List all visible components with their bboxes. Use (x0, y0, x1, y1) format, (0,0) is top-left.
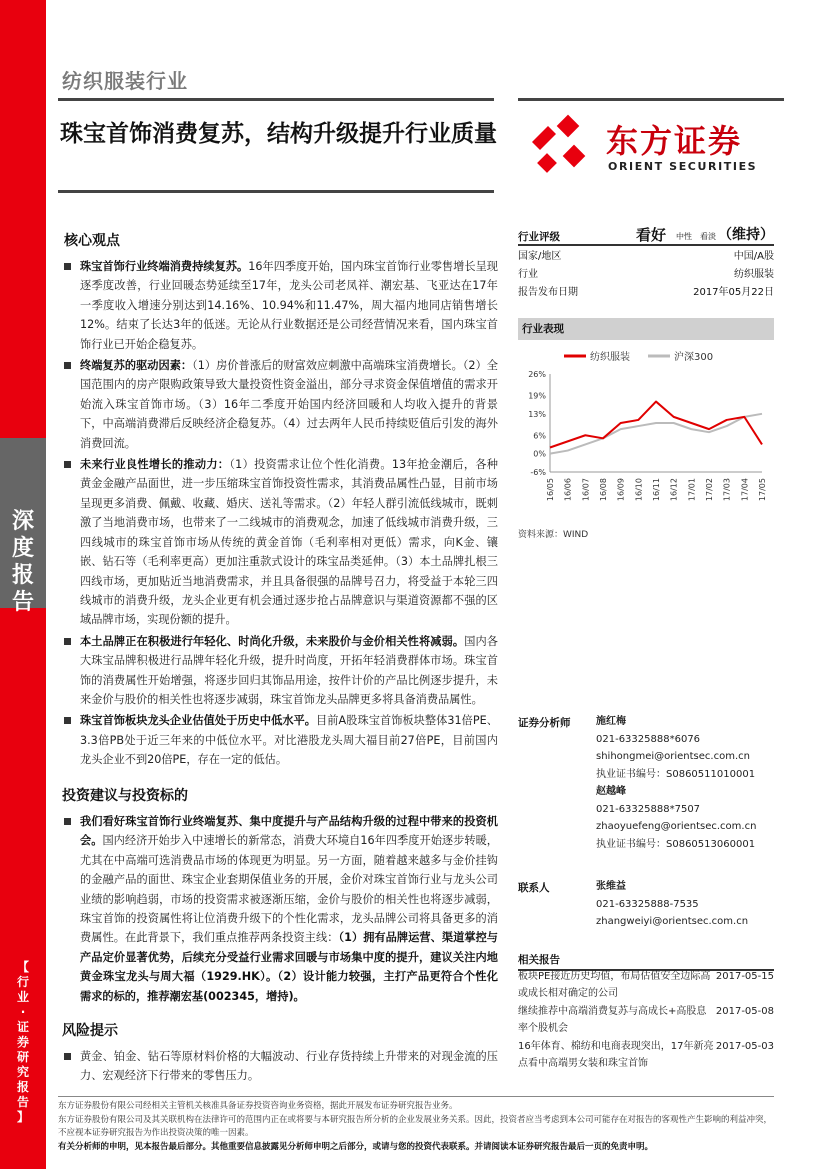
contact-phone: 021-63325888-7535 (596, 898, 699, 910)
risk-bullet: 黄金、铂金、钻石等原材料价格的大幅波动、行业存货持续上升带来的对现金流的压力、宏观经济下行带来的零售压力。 (62, 1047, 498, 1086)
legend-label: 沪深300 (674, 352, 714, 363)
analyst-label: 证券分析师 (518, 717, 571, 729)
contact-name: 张维益 (596, 881, 626, 892)
core-bullet: 珠宝首饰行业终端消费持续复苏。16年四季度开始，国内珠宝首饰行业零售增长呈现逐季度改善，行业回暖态势延续至17年，龙头公司老凤祥、潮宏基、飞亚达在17年一季度收入增速分别达到14.16%、10.94%和11.47%，周大福内地同店销售增长12%。结束了长达3年的低迷。无论从行业数据还是公司经营情况来看，国内珠宝首饰行业已开始企稳复苏。 (62, 257, 498, 354)
chart-source: 资料来源：WIND (518, 530, 589, 540)
x-tick-label: 16/06 (563, 478, 573, 502)
analyst-name: 施红梅 (596, 716, 626, 727)
invest-bullet-list (62, 812, 498, 1008)
disclaimer-line: 有关分析师的申明，见本报告最后部分。其他重要信息披露见分析师申明之后部分，或请与您的投资代表联系。并请阅读本证券研究报告最后一页的免责申明。 (58, 1141, 654, 1152)
x-tick-label: 17/03 (722, 478, 732, 502)
report-title: 珠宝首饰消费复苏，结构升级提升行业质量 (60, 121, 497, 147)
analyst-cert: 执业证书编号：S0860511010001 (596, 768, 756, 780)
y-tick-label: 26% (528, 370, 546, 379)
legend-label: 纺织服装 (590, 352, 630, 363)
performance-chart (518, 344, 774, 519)
invest-heading: 投资建议与投资标的 (62, 788, 188, 804)
disclaimer-line: 东方证券股份有限公司经相关主管机关核准具备证券投资咨询业务资格，据此开展发布证券研究报告业务。 (58, 1101, 458, 1111)
analyst-email[interactable]: shihongmei@orientsec.com.cn (596, 751, 750, 762)
core-bullet: 本土品牌正在积极进行年轻化、时尚化升级，未来股价与金价相关性将减弱。国内各大珠宝品牌积极进行品牌年轻化升级，提升时尚度，开拓年轻消费群体市场。珠宝首饰的消费属性开始增强，将逐步回归其饰品用途，按件计价的产品比例逐步提升，未来金价与股价的相关性也将逐步减弱，珠宝首饰龙头品牌更多将具备消费品属性。 (62, 632, 498, 710)
y-tick-label: -6% (530, 468, 546, 477)
x-tick-label: 16/12 (669, 478, 679, 502)
report-series-vertical: 【 行 业 · 证 券 研 究 报 告 】 (16, 960, 29, 1124)
x-tick-label: 16/10 (634, 478, 644, 502)
company-logo (526, 114, 766, 178)
report-type-vertical: 深 度 报 告 (11, 509, 34, 615)
risk-heading: 风险提示 (62, 1023, 118, 1039)
core-bullet: 未来行业良性增长的推动力：（1）投资需求让位个性化消费。13年抢金潮后，各种黄金金融产品面世，进一步压缩珠宝首饰投资性需求，其消费品属性凸显，目前市场呈现更多消费、佩戴、收藏、婚庆、送礼等需求。（2）年轻人群引流低线城市，既刺激了当地消费市场，也带来了一二线城市的消费观念，加速了低线城市消费升级，三四线城市的珠宝首饰市场从传统的黄金首饰（毛利率相对更低）需求，向K金、镶嵌、钻石等（毛利率更高）更加注重款式设计的珠宝品类延伸。（3）本土品牌扎根三四线市场，更加贴近当地消费需求，并且具备很强的品牌号召力，将受益于本轮三四线城市的消费升级，龙头企业更有机会通过逐步抢占品牌意识与渠道资源都不强的区域品牌市场，实现份额的提升。 (62, 455, 498, 630)
rating-option-neutral: 中性 (676, 232, 692, 241)
industry-rating (518, 226, 774, 246)
meta-row: 报告发布日期 2017年05月22日 (518, 287, 774, 298)
disclaimer-footer (58, 1096, 774, 1154)
logo-cn-text: 东方证券 (606, 122, 743, 160)
contact-block (596, 878, 748, 931)
meta-row: 国家/地区 中国/A股 (518, 251, 774, 262)
x-tick-label: 16/07 (581, 478, 591, 502)
x-tick-label: 17/01 (687, 478, 697, 502)
rating-label: 行业评级 (518, 231, 560, 243)
title-bottom-rule (58, 190, 494, 193)
analyst-name: 赵越峰 (596, 786, 626, 797)
core-heading: 核心观点 (64, 233, 120, 249)
analyst-phone: 021-63325888*7507 (596, 803, 701, 815)
y-tick-label: 19% (528, 391, 546, 401)
industry-name: 纺织服装行业 (62, 69, 188, 93)
contact-label: 联系人 (518, 882, 550, 894)
x-tick-label: 16/11 (652, 478, 661, 502)
logo-en-text: ORIENT SECURITIES (608, 160, 758, 173)
related-report-item[interactable]: 板块PE接近历史均值，布局估值安全边际高或成长相对确定的公司 2017-05-15 (518, 971, 774, 999)
x-tick-label: 17/05 (758, 478, 767, 502)
y-tick-label: 6% (533, 431, 546, 441)
analyst-cert: 执业证书编号：S0860513060001 (596, 838, 756, 850)
rating-option-bearish: 看淡 (700, 232, 716, 241)
core-bullet-list (62, 257, 498, 772)
contact-email[interactable]: zhangweiyi@orientsec.com.cn (596, 916, 749, 927)
y-tick-label: 13% (528, 409, 546, 419)
related-report-item[interactable]: 16年体育、棉纺和电商表现突出，17年新亮点看中高端男女装和珠宝首饰 2017-05-03 (518, 1041, 774, 1069)
related-report-item[interactable]: 继续推荐中高端消费复苏与高成长+高股息率个股机会 2017-05-08 (518, 1006, 774, 1034)
analyst-block (596, 713, 756, 853)
meta-row: 行业 纺织服装 (518, 269, 774, 280)
core-bullet: 终端复苏的驱动因素：（1）房价普涨后的财富效应刺激中高端珠宝消费增长。（2）全国范围内的房产限购政策导致大量投资性资金溢出，部分寻求资金保值增值的需求开始流入珠宝首饰市场。（3）16年二季度开始国内经济回暖和人均收入提升的背景下，中高端消费滞后反映经济企稳复苏。（4）过去两年人民币持续贬值后引发的海外消费回流。 (62, 356, 498, 453)
x-tick-label: 17/02 (705, 478, 714, 502)
logo-mark-icon (526, 114, 596, 178)
logo-top-rule (518, 98, 784, 101)
x-tick-label: 17/04 (740, 478, 750, 502)
related-heading: 相关报告 (518, 952, 774, 971)
x-tick-label: 16/08 (599, 478, 608, 502)
core-bullet: 珠宝首饰板块龙头企业估值处于历史中低水平。目前A股珠宝首饰板块整体31倍PE、3.3倍PB处于近三年来的中低位水平。对比港股龙头周大福目前27倍PE，目前国内龙头企业不到20倍PE，存在一定的低估。 (62, 711, 498, 769)
risk-bullet-list (62, 1047, 498, 1088)
x-tick-label: 16/09 (616, 478, 626, 502)
disclaimer-line: 东方证券股份有限公司及其关联机构在法律许可的范围内正在或将要与本研究报告所分析的企业发展业务关系。因此，投资者应当考虑到本公司可能存在对报告的客观性产生影响的利益冲突，不应视本证券研究报告为作出投资决策的唯一因素。 (58, 1114, 773, 1138)
rating-maintain: （维持） (718, 227, 774, 243)
analyst-email[interactable]: zhaoyuefeng@orientsec.com.cn (596, 821, 757, 832)
performance-heading: 行业表现 (518, 318, 774, 340)
y-tick-label: 0% (533, 449, 546, 459)
title-top-rule (58, 98, 494, 101)
invest-bullet: 我们看好珠宝首饰行业终端复苏、集中度提升与产品结构升级的过程中带来的投资机会。国内经济开始步入中速增长的新常态，消费大环境自16年四季度开始逐步转暖，尤其在中高端可选消费品市场的体现更为明显。另一方面，随着越来越多与金价挂钩的金融产品的面世、珠宝企业套期保值业务的开展，金价对珠宝首饰行业与龙头公司业绩的影响趋弱，市场的投资需求被逐渐压缩，金价与股价的相关性也将逐步减弱，珠宝首饰的投资属性将让位消费升级下的个性化需求，龙头品牌公司将具备更多的消费属性。在此背景下，我们重点推荐两条投资主线：（1）拥有品牌运营、渠道掌控与产品定价显著优势，后续充分受益行业需求回暖与市场集中度的提升，建议关注内地黄金珠宝龙头与周大福（1929.HK）。（2）设计能力较强，主打产品更符合个性化需求的标的，推荐潮宏基(002345，增持)。 (62, 812, 498, 1006)
analyst-phone: 021-63325888*6076 (596, 733, 701, 745)
rating-value: 看好 (636, 226, 667, 244)
x-tick-label: 16/05 (546, 478, 555, 502)
